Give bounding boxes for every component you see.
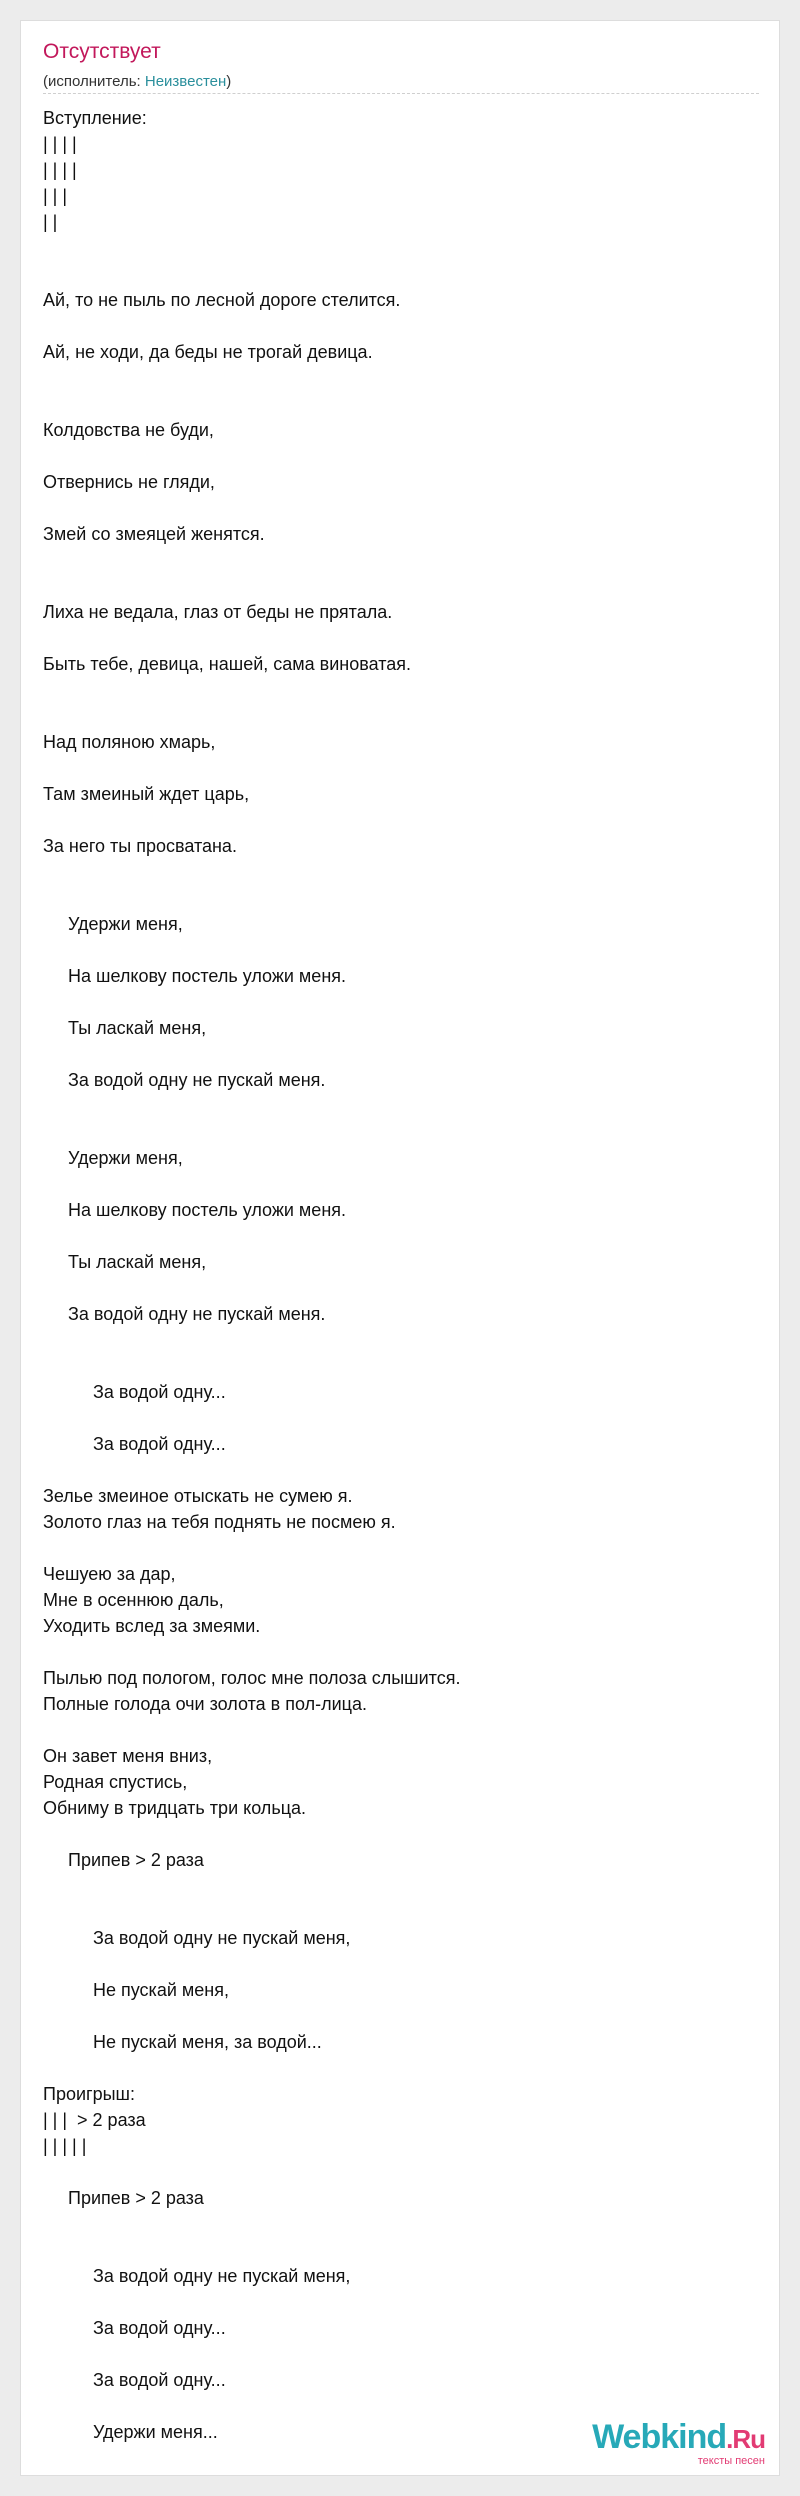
logo-text: Webkind <box>592 2418 727 2456</box>
lyric-line: Лиха не ведала, глаз от беды не прятала. <box>43 602 393 622</box>
lyric-line: Там змеиный ждет царь, <box>43 784 250 804</box>
lyric-line: Зелье змеиное отыскать не сумею я. <box>43 1486 353 1506</box>
lyrics-card <box>20 20 780 2476</box>
lyric-line: | | | <box>43 186 68 206</box>
lyric-line: | | <box>43 212 58 232</box>
lyric-line: Отвернись не гляди, <box>43 472 215 492</box>
lyric-line: За водой одну не пускай меня, <box>93 2266 351 2286</box>
lyric-line: На шелкову постель уложи меня. <box>68 966 347 986</box>
lyric-line: Ай, не ходи, да беды не трогай девица. <box>43 342 373 362</box>
artist-link[interactable]: Неизвестен <box>144 73 227 90</box>
lyric-line: Припев > 2 раза <box>68 2188 204 2208</box>
logo-tagline: тексты песен <box>697 2455 765 2467</box>
webkind-logo[interactable] <box>592 2419 765 2467</box>
lyric-line: Удержи меня, <box>68 914 183 934</box>
lyric-line: За водой одну... <box>93 1434 226 1454</box>
lyric-line: Полные голода очи золота в пол-лица. <box>43 1694 367 1714</box>
lyric-line: | | | | <box>43 160 77 180</box>
logo-suffix: .Ru <box>726 2424 765 2454</box>
lyric-line: Мне в осеннюю даль, <box>43 1590 224 1610</box>
lyric-line: Ты ласкай меня, <box>68 1252 207 1272</box>
lyric-line: Не пускай меня, <box>93 1980 229 2000</box>
lyric-line: Золото глаз на тебя поднять не посмею я. <box>43 1512 396 1532</box>
lyric-line: Удержи меня, <box>68 1148 183 1168</box>
lyric-line: Проигрыш: <box>43 2084 135 2104</box>
lyric-line: Он завет меня вниз, <box>43 1746 213 1766</box>
lyric-line: За водой одну не пускай меня. <box>68 1304 326 1324</box>
lyric-line: Родная спустись, <box>43 1772 188 1792</box>
song-title: Отсутствует <box>43 40 161 63</box>
divider <box>43 93 759 94</box>
lyric-line: Удержи меня... <box>93 2422 218 2442</box>
lyric-line: Вступление: <box>43 108 147 128</box>
lyric-line: Ты ласкай меня, <box>68 1018 207 1038</box>
artist-prefix: (исполнитель: <box>43 73 145 90</box>
lyric-line: Быть тебе, девица, нашей, сама виноватая. <box>43 654 411 674</box>
lyric-line: Чешуею за дар, <box>43 1564 176 1584</box>
lyric-line: Уходить вслед за змеями. <box>43 1616 261 1636</box>
artist-line <box>43 73 231 90</box>
lyric-line: За водой одну не пускай меня. <box>68 1070 326 1090</box>
lyric-line: Колдовства не буди, <box>43 420 214 440</box>
lyric-line: За него ты просватана. <box>43 836 237 856</box>
lyric-line: За водой одну не пускай меня, <box>93 1928 351 1948</box>
lyric-line: За водой одну... <box>93 1382 226 1402</box>
lyric-line: За водой одну... <box>93 2370 226 2390</box>
artist-suffix: ) <box>226 73 232 90</box>
lyric-line: Змей со змеяцей женятся. <box>43 524 265 544</box>
lyric-line: Над поляною хмарь, <box>43 732 216 752</box>
lyric-line: Ай, то не пыль по лесной дороге стелится. <box>43 290 401 310</box>
lyric-line: На шелкову постель уложи меня. <box>68 1200 347 1220</box>
lyric-line: | | | > 2 раза <box>43 2110 146 2130</box>
lyric-line: За водой одну... <box>93 2318 226 2338</box>
lyric-line: Обниму в тридцать три кольца. <box>43 1798 307 1818</box>
lyric-line: | | | | <box>43 134 77 154</box>
lyric-line: Пылью под пологом, голос мне полоза слышится. <box>43 1668 461 1688</box>
lyric-line: Не пускай меня, за водой... <box>93 2032 322 2052</box>
lyric-line: | | | | | <box>43 2136 87 2156</box>
lyric-line: Припев > 2 раза <box>68 1850 204 1870</box>
